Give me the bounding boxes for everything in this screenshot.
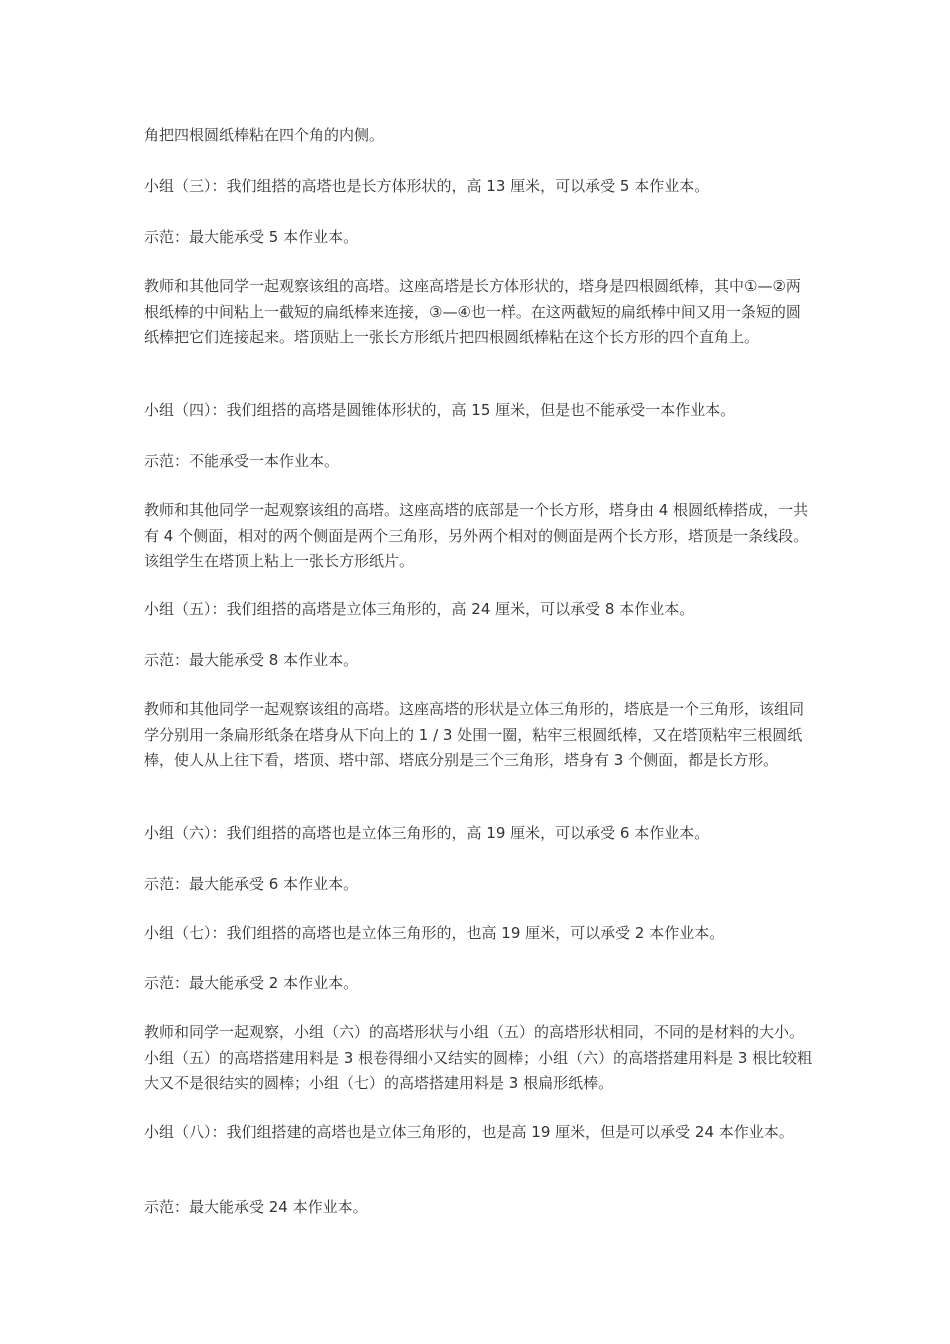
paragraph-intro-fragment: 角把四根圆纸棒粘在四个角的内侧。	[144, 126, 385, 144]
paragraph-group8-demo: 示范：最大能承受 24 本作业本。	[144, 1198, 368, 1216]
paragraph-group5-demo: 示范：最大能承受 8 本作业本。	[144, 651, 359, 669]
paragraph-group3-report: 小组（三）：我们组搭的高塔也是长方体形状的，高 13 厘米，可以承受 5 本作业本。	[144, 177, 710, 195]
paragraph-comparison-observation: 教师和同学一起观察，小组（六）的高塔形状与小组（五）的高塔形状相同，不同的是材料的大小。小组（五）的高塔搭建用料是 3 根卷得细小又结实的圆棒；小组（六）的高塔搭建用料是 3 根比较粗大又不是很结实的圆棒；小组（七）的高塔搭建用料是 3 根扁形纸棒。	[144, 1023, 813, 1092]
paragraph-group7-demo: 示范：最大能承受 2 本作业本。	[144, 974, 359, 992]
paragraph-group4-demo: 示范：不能承受一本作业本。	[144, 452, 340, 470]
paragraph-group3-observation: 教师和其他同学一起观察该组的高塔。这座高塔是长方体形状的，塔身是四根圆纸棒，其中①—②两根纸棒的中间粘上一截短的扁纸棒来连接，③—④也一样。在这两截短的扁纸棒中间又用一条短的圆纸棒把它们连接起来。塔顶贴上一张长方形纸片把四根圆纸棒粘在这个长方形的四个直角上。	[144, 277, 801, 346]
paragraph-group5-observation: 教师和其他同学一起观察该组的高塔。这座高塔的形状是立体三角形的，塔底是一个三角形，该组同学分别用一条扁形纸条在塔身从下向上的 1 / 3 处围一圈，粘牢三根圆纸棒，又在塔顶粘牢三根圆纸棒，使人从上往下看，塔顶、塔中部、塔底分别是三个三角形，塔身有 3 个侧面，都是长方形。	[144, 700, 805, 769]
paragraph-group6-demo: 示范：最大能承受 6 本作业本。	[144, 875, 359, 893]
paragraph-group4-observation: 教师和其他同学一起观察该组的高塔。这座高塔的底部是一个长方形，塔身由 4 根圆纸棒搭成，一共有 4 个侧面，相对的两个侧面是两个三角形，另外两个相对的侧面是两个长方形，塔顶是一条线段。该组学生在塔顶上粘上一张长方形纸片。	[144, 501, 809, 570]
paragraph-group8-report: 小组（八）：我们组搭建的高塔也是立体三角形的，也是高 19 厘米，但是可以承受 24 本作业本。	[144, 1123, 794, 1141]
paragraph-group6-report: 小组（六）：我们组搭的高塔也是立体三角形的，高 19 厘米，可以承受 6 本作业本。	[144, 824, 710, 842]
paragraph-group7-report: 小组（七）：我们组搭的高塔也是立体三角形的，也高 19 厘米，可以承受 2 本作业本。	[144, 924, 725, 942]
paragraph-group4-report: 小组（四）：我们组搭的高塔是圆锥体形状的，高 15 厘米，但是也不能承受一本作业本。	[144, 401, 736, 419]
paragraph-group3-demo: 示范：最大能承受 5 本作业本。	[144, 228, 359, 246]
paragraph-group5-report: 小组（五）：我们组搭的高塔是立体三角形的，高 24 厘米，可以承受 8 本作业本。	[144, 600, 695, 618]
